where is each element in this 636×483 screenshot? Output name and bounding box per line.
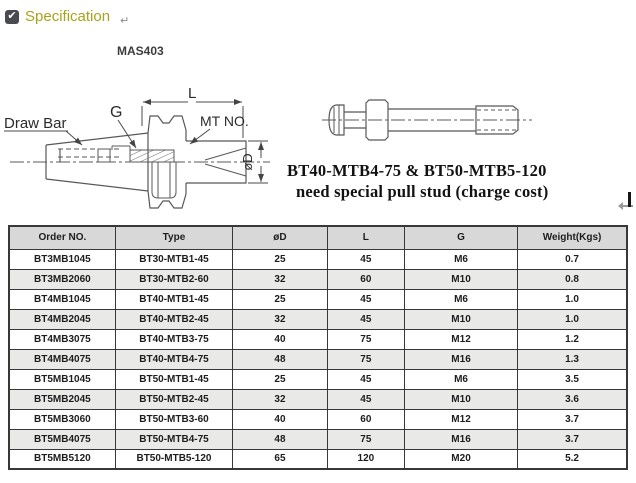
cell-l: 45 [327,289,404,309]
cell-order-no: BT5MB2045 [9,389,115,409]
col-type: Type [115,226,232,249]
col-l: L [327,226,404,249]
specification-section-header [5,6,129,27]
cell-weight: 3.6 [518,389,627,409]
cell-type: BT30-MTB1-45 [115,249,232,269]
col-od: øD [233,226,328,249]
cell-type: BT40-MTB1-45 [115,289,232,309]
cell-g: M10 [404,309,517,329]
cell-type: BT50-MTB2-45 [115,389,232,409]
cell-weight: 1.0 [518,289,627,309]
table-row [9,409,627,429]
table-row [9,429,627,449]
cell-l: 45 [327,249,404,269]
cell-od: 32 [233,389,328,409]
cell-od: 25 [233,289,328,309]
cell-order-no: BT3MB2060 [9,269,115,289]
pull-stud-drawing [322,100,532,140]
cell-type: BT50-MTB1-45 [115,369,232,389]
pull-stud-note-line2: need special pull stud (charge cost) [296,182,549,201]
table-row [9,329,627,349]
cell-order-no: BT4MB1045 [9,289,115,309]
cell-weight: 1.3 [518,349,627,369]
g-label: G [110,104,123,121]
col-weight: Weight(Kgs) [518,226,627,249]
table-row [9,369,627,389]
cell-type: BT50-MTB5-120 [115,449,232,469]
cell-order-no: BT5MB3060 [9,409,115,429]
cell-weight: 0.8 [518,269,627,289]
cell-weight: 1.0 [518,309,627,329]
cell-l: 75 [327,349,404,369]
table-row [9,289,627,309]
cell-od: 25 [233,369,328,389]
table-row [9,269,627,289]
spec-table [8,225,628,470]
cell-g: M6 [404,289,517,309]
cell-order-no: BT5MB4075 [9,429,115,449]
cell-order-no: BT4MB3075 [9,329,115,349]
cell-weight: 3.7 [518,409,627,429]
cell-order-no: BT3MB1045 [9,249,115,269]
pull-stud-note-line1: BT40-MTB4-75 & BT50-MTB5-120 [287,161,547,180]
cell-od: 48 [233,349,328,369]
standard-label: MAS403 [117,44,164,58]
cell-weight: 0.7 [518,249,627,269]
cell-type: BT40-MTB3-75 [115,329,232,349]
cell-order-no: BT5MB5120 [9,449,115,469]
mt-no-label: MT NO. [200,113,249,129]
table-row [9,449,627,469]
section-title: Specification [25,8,111,25]
cell-g: M12 [404,409,517,429]
cell-g: M6 [404,249,517,269]
cell-type: BT30-MTB2-60 [115,269,232,289]
cell-od: 32 [233,269,328,289]
cell-l: 75 [327,429,404,449]
cell-l: 75 [327,329,404,349]
cell-g: M10 [404,269,517,289]
cell-g: M6 [404,369,517,389]
cell-od: 32 [233,309,328,329]
cell-l: 60 [327,409,404,429]
col-g: G [404,226,517,249]
cell-type: BT40-MTB2-45 [115,309,232,329]
cell-type: BT50-MTB3-60 [115,409,232,429]
cell-weight: 3.5 [518,369,627,389]
od-label: øD [240,153,255,171]
table-row [9,249,627,269]
cell-l: 45 [327,309,404,329]
cell-g: M10 [404,389,517,409]
table-row [9,389,627,409]
pull-stud-note [287,160,627,202]
cell-type: BT40-MTB4-75 [115,349,232,369]
cell-l: 45 [327,389,404,409]
table-header-row [9,226,627,249]
cell-od: 48 [233,429,328,449]
col-order-no: Order NO. [9,226,115,249]
cell-l: 60 [327,269,404,289]
cell-g: M20 [404,449,517,469]
l-label: L [188,85,197,102]
cell-od: 25 [233,249,328,269]
cell-order-no: BT5MB1045 [9,369,115,389]
table-row [9,349,627,369]
cell-g: M16 [404,349,517,369]
return-mark-icon: ↵ [120,15,130,27]
draw-bar-label: Draw Bar [4,115,67,132]
cell-g: M16 [404,429,517,449]
cell-order-no: BT4MB4075 [9,349,115,369]
cell-l: 120 [327,449,404,469]
cell-weight: 3.7 [518,429,627,449]
cell-g: M12 [404,329,517,349]
table-row [9,309,627,329]
cell-od: 65 [233,449,328,469]
cell-weight: 1.2 [518,329,627,349]
cell-od: 40 [233,409,328,429]
cell-weight: 5.2 [518,449,627,469]
checkbox-checked-icon[interactable]: ✔ [5,10,19,24]
cell-l: 45 [327,369,404,389]
cell-order-no: BT4MB2045 [9,309,115,329]
cell-type: BT50-MTB4-75 [115,429,232,449]
cell-od: 40 [233,329,328,349]
text-cursor [621,192,635,210]
